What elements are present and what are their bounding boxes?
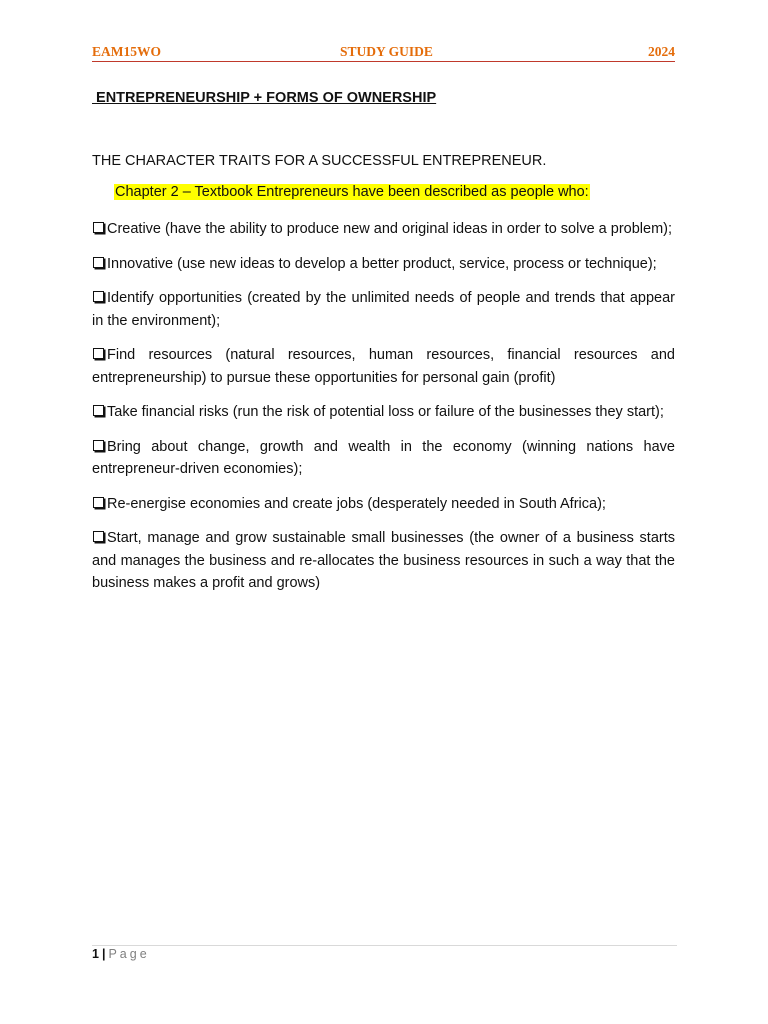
- traits-list: [92, 218, 675, 607]
- list-item: [92, 401, 675, 424]
- checkbox-bullet-icon: [93, 497, 104, 508]
- page-footer: [92, 947, 150, 961]
- list-item: [92, 493, 675, 516]
- trait-text: Start, manage and grow sustainable small businesses (the owner of a business starts and manages the business and re-allocates the business resources in such a way that the business makes a profit and grows): [92, 530, 675, 591]
- checkbox-bullet-icon: [93, 222, 104, 233]
- trait-text: Innovative (use new ideas to develop a better product, service, process or technique);: [107, 255, 657, 272]
- header-course-code: EAM15WO: [92, 44, 161, 59]
- trait-text: Creative (have the ability to produce new and original ideas in order to solve a problem);: [107, 221, 673, 237]
- list-item: [92, 218, 675, 241]
- checkbox-bullet-icon: [93, 531, 104, 542]
- page-label: Page: [108, 947, 150, 961]
- list-item: [92, 287, 675, 332]
- document-title: ENTREPRENEURSHIP + FORMS OF OWNERSHIP: [92, 90, 437, 106]
- footer-separator: |: [101, 947, 106, 961]
- checkbox-bullet-icon: [93, 440, 104, 451]
- trait-text: Re-energise economies and create jobs (desperately needed in South Africa);: [107, 495, 606, 512]
- checkbox-bullet-icon: [93, 291, 104, 302]
- section-heading: THE CHARACTER TRAITS FOR A SUCCESSFUL ENTREPRENEUR.: [92, 153, 547, 169]
- checkbox-bullet-icon: [93, 405, 104, 416]
- page-number: 1: [92, 947, 99, 961]
- page-header: [92, 43, 675, 62]
- trait-text: Bring about change, growth and wealth in the economy (winning nations have entrepreneur-driven economies);: [92, 438, 675, 477]
- checkbox-bullet-icon: [93, 348, 104, 359]
- header-year: 2024: [648, 44, 675, 59]
- list-item: [92, 344, 675, 389]
- list-item: [92, 253, 675, 276]
- checkbox-bullet-icon: [93, 257, 104, 268]
- list-item: [92, 527, 675, 595]
- list-item: [92, 436, 675, 481]
- header-doc-type: STUDY GUIDE: [340, 44, 433, 59]
- trait-text: Find resources (natural resources, human resources, financial resources and entrepreneurship) to pursue these opportunities for personal gain (profit): [92, 347, 675, 386]
- trait-text: Identify opportunities (created by the unlimited needs of people and trends that appear in the environment);: [92, 290, 675, 329]
- trait-text: Take financial risks (run the risk of potential loss or failure of the businesses they start);: [107, 404, 664, 420]
- chapter-highlight-line: Chapter 2 – Textbook Entrepreneurs have been described as people who:: [115, 184, 589, 200]
- footer-divider: [92, 945, 677, 946]
